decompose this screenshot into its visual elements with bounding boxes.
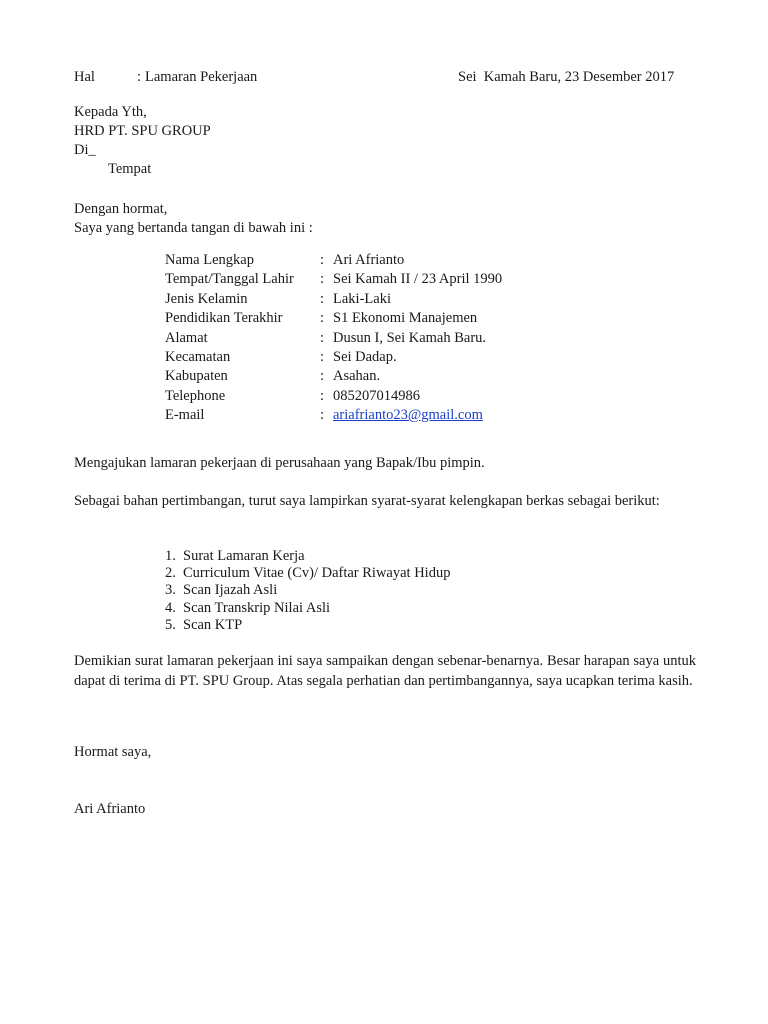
detail-value: Ari Afrianto (333, 252, 405, 268)
subject-label: Hal (74, 69, 95, 85)
detail-label: Jenis Kelamin (165, 290, 248, 307)
subject-text: Lamaran Pekerjaan (145, 69, 258, 85)
list-number: 1. (165, 548, 176, 564)
detail-colon: : (320, 407, 325, 424)
detail-colon: : (320, 387, 325, 404)
detail-label: E-mail (165, 407, 205, 424)
list-number: 2. (165, 565, 176, 582)
detail-colon: : (320, 271, 325, 288)
recipient-line-2: HRD PT. SPU GROUP (74, 123, 211, 139)
detail-value: Sei Kamah II / 23 April 1990 (333, 271, 503, 288)
recipient-block (74, 103, 211, 179)
detail-label: Pendidikan Terakhir (165, 310, 283, 327)
detail-value: S1 Ekonomi Manajemen (333, 310, 478, 327)
detail-value: 085207014986 (333, 387, 420, 404)
email-link[interactable]: ariafrianto23@gmail.com (333, 407, 483, 424)
recipient-line-1: Kepada Yth, (74, 104, 147, 120)
detail-value: Sei Dadap. (333, 348, 397, 365)
detail-colon: : (320, 252, 325, 268)
signer-name: Ari Afrianto (74, 801, 146, 817)
recipient-line-4: Tempat (108, 161, 152, 177)
paragraph-attachments-intro: Sebagai bahan pertimbangan, turut saya lampirkan syarat-syarat kelengkapan berkas sebagai berikut: (74, 493, 660, 509)
list-text: Surat Lamaran Kerja (183, 548, 305, 564)
recipient-line-3: Di_ (74, 142, 96, 158)
closing-regards: Hormat saya, (74, 744, 152, 760)
detail-value: Dusun I, Sei Kamah Baru. (333, 329, 487, 346)
detail-colon: : (320, 290, 325, 307)
salutation: Dengan hormat, (74, 201, 168, 217)
detail-value: Asahan. (333, 368, 381, 385)
list-number: 3. (165, 582, 176, 599)
list-number: 4. (165, 599, 176, 616)
detail-colon: : (320, 348, 325, 365)
list-text: Scan Ijazah Asli (183, 582, 278, 599)
paragraph-application: Mengajukan lamaran pekerjaan di perusahaan yang Bapak/Ibu pimpin. (74, 455, 485, 471)
detail-label: Alamat (165, 329, 208, 346)
list-text: Scan Transkrip Nilai Asli (183, 599, 331, 616)
detail-label: Kabupaten (165, 368, 228, 385)
detail-colon: : (320, 368, 325, 385)
subject-colon: : (137, 69, 142, 85)
list-number: 5. (165, 616, 176, 633)
detail-label: Nama Lengkap (165, 252, 254, 268)
list-text: Scan KTP (183, 616, 243, 633)
intro-line: Saya yang bertanda tangan di bawah ini : (74, 220, 313, 236)
greeting-block (74, 200, 313, 238)
detail-value: Laki-Laki (333, 290, 391, 307)
detail-label: Telephone (165, 387, 226, 404)
detail-colon: : (320, 310, 325, 327)
detail-label: Kecamatan (165, 348, 231, 365)
detail-label: Tempat/Tanggal Lahir (165, 271, 294, 288)
place-date: Sei Kamah Baru, 23 Desember 2017 (458, 69, 675, 85)
detail-colon: : (320, 329, 325, 346)
list-text: Curriculum Vitae (Cv)/ Daftar Riwayat Hidup (183, 565, 451, 582)
paragraph-closing: Demikian surat lamaran pekerjaan ini saya sampaikan dengan sebenar-benarnya. Besar harapan saya untuk dapat di terima di PT. SPU Group. Atas segala perhatian dan pertimbangannya, saya ucapkan terima kasih. (74, 653, 696, 689)
